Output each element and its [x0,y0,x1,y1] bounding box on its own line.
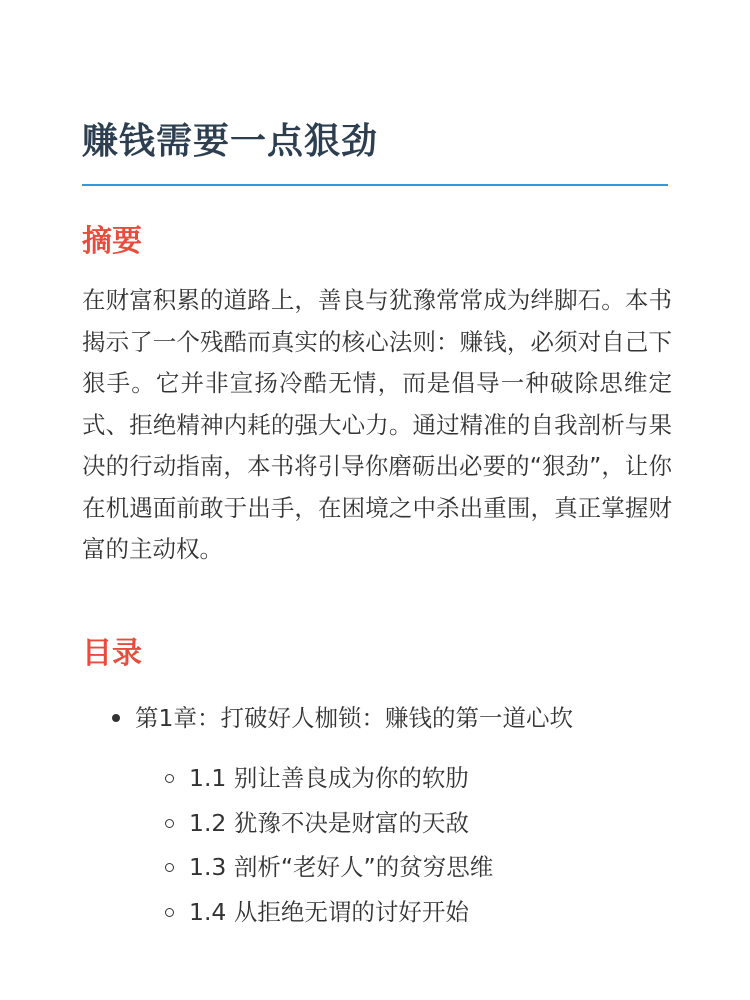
toc-section-list [135,756,668,934]
toc-section-item [135,890,668,935]
page-title: 赚钱需要一点狠劲 [82,121,379,162]
toc-section-item [135,801,668,846]
bullet-circle-icon [165,908,174,917]
bullet-dot-icon [112,714,120,722]
abstract-paragraph: 在财富积累的道路上，善良与犹豫常常成为绊脚石。本书揭示了一个残酷而真实的核心法则：赚钱，必须对自己下狠手。它并非宣扬冷酷无情，而是倡导一种破除思维定式、拒绝精神内耗的强大心力。通过精准的自我剖析与果决的行动指南，本书将引导你磨砺出必要的“狠劲”，让你在机遇面前敢于出手，在困境之中杀出重围，真正掌握财富的主动权。 [82,286,672,563]
section-label: 1.2 犹豫不决是财富的天敌 [189,808,469,837]
section-label: 1.3 剖析“老好人”的贫穷思维 [189,853,494,881]
toc-list [82,698,668,934]
toc-section-item [135,756,668,801]
section-label: 1.1 别让善良成为你的软肋 [189,764,469,792]
toc-chapter-item [82,698,668,934]
chapter-label: 第1章：打破好人枷锁：赚钱的第一道心坎 [135,704,573,732]
bullet-circle-icon [165,774,174,783]
toc-heading: 目录 [82,636,142,671]
toc-section-item [135,845,668,890]
bullet-circle-icon [165,819,174,828]
title-divider [82,184,668,186]
abstract-heading: 摘要 [82,224,142,259]
bullet-circle-icon [165,863,174,872]
section-label: 1.4 从拒绝无谓的讨好开始 [189,897,469,926]
